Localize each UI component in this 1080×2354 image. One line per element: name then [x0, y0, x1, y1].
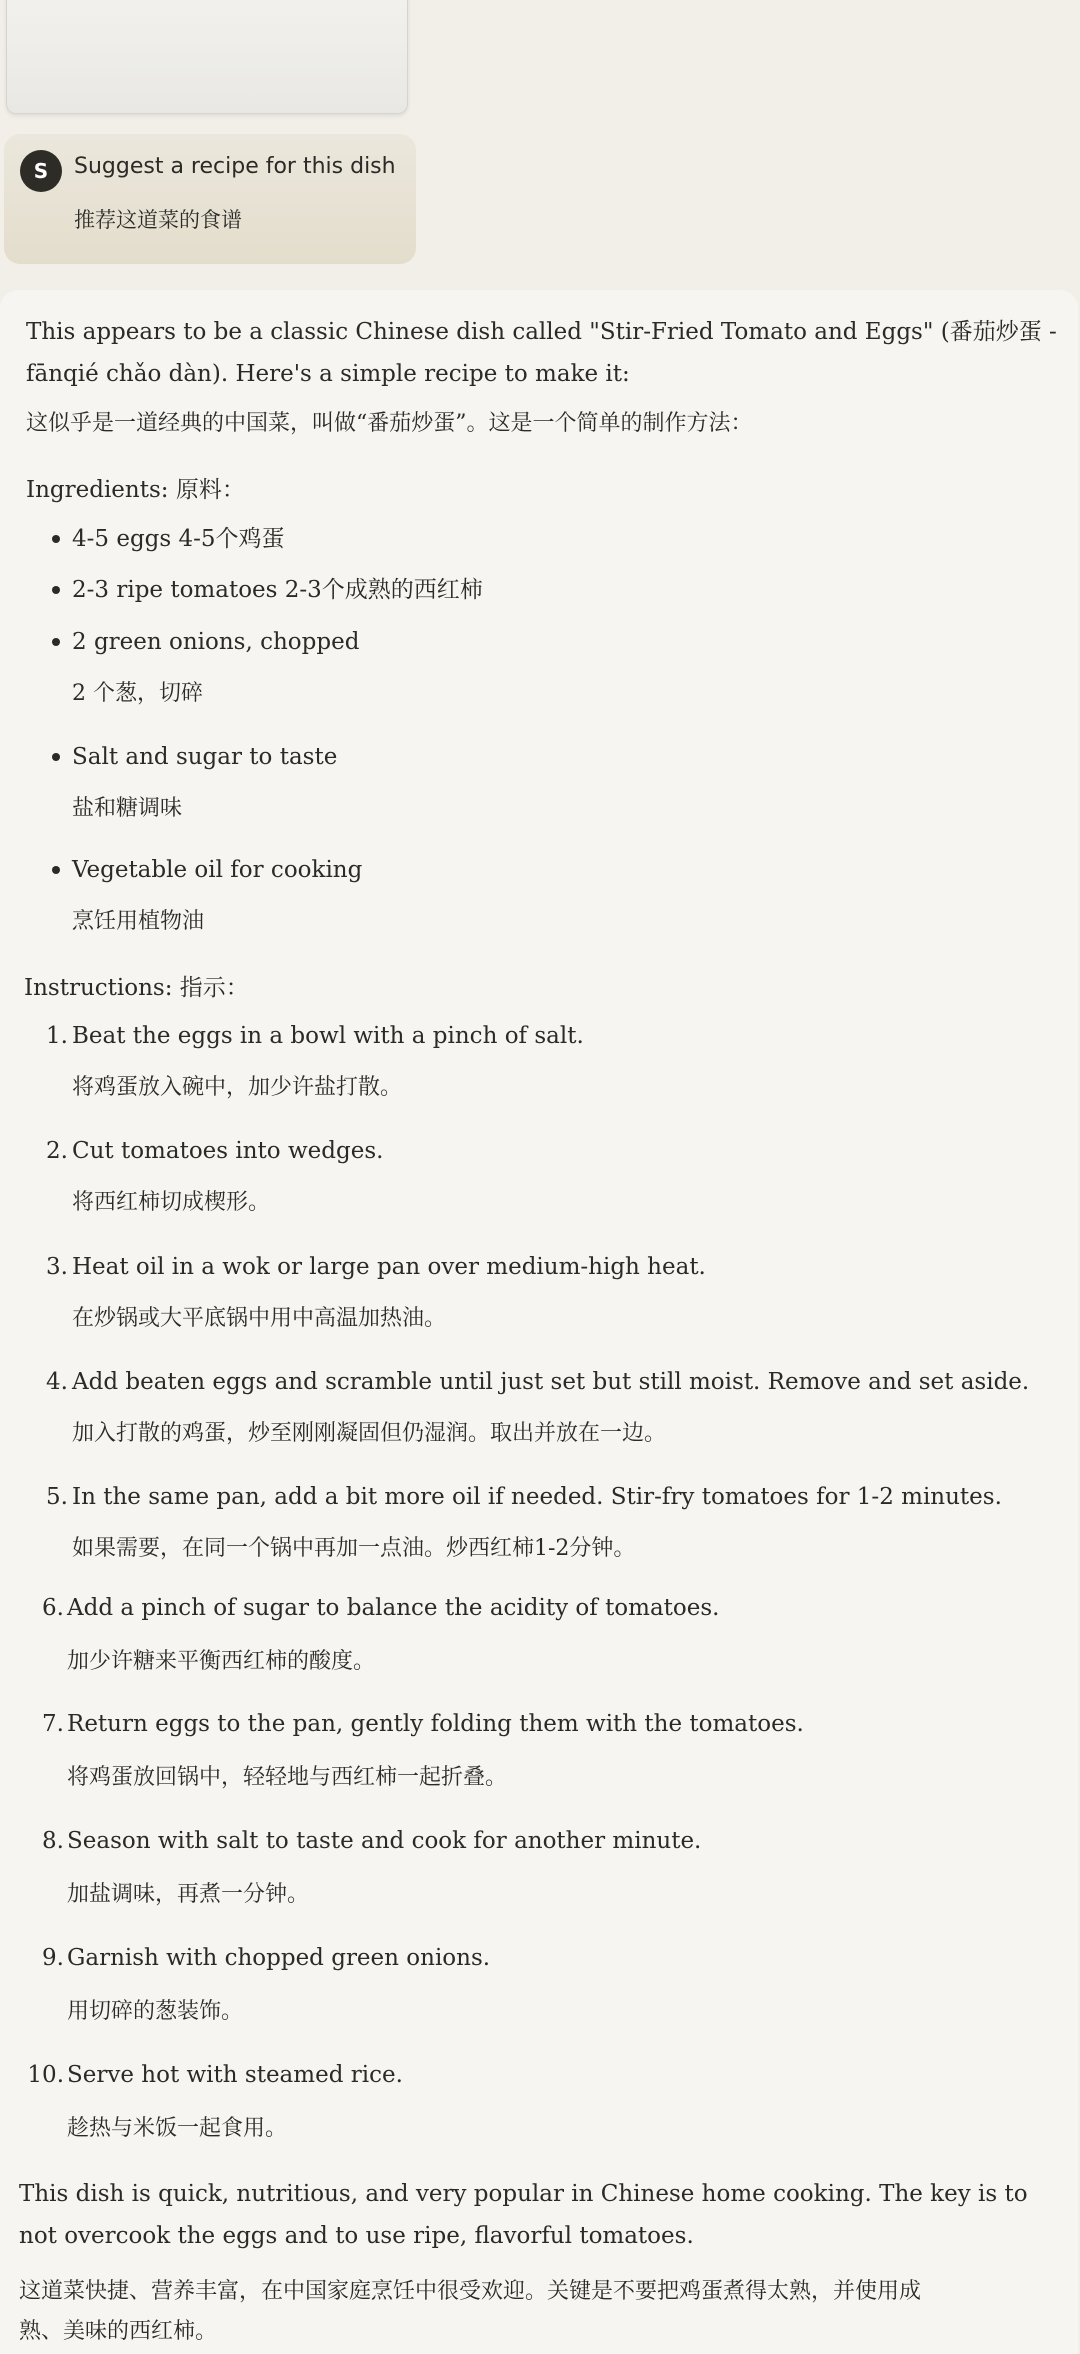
step-number: 10. — [27, 2062, 64, 2088]
bullet — [52, 535, 60, 543]
ingredient-item: 2-3 ripe tomatoes 2-3个成熟的西红柿 — [72, 577, 483, 603]
user-message-text: Suggest a recipe for this dish — [74, 154, 396, 179]
step-text: Add beaten eggs and scramble until just set but still moist. Remove and set aside. — [72, 1369, 1030, 1395]
step-number: 9. — [42, 1945, 64, 1971]
step-text: Return eggs to the pan, gently folding them with the tomatoes. — [67, 1711, 804, 1737]
step-number: 1. — [46, 1023, 68, 1049]
outro-text: This dish is quick, nutritious, and very popular in Chinese home cooking. The key is to — [19, 2181, 1028, 2207]
step-text: Garnish with chopped green onions. — [67, 1945, 491, 1971]
step-number: 2. — [46, 1138, 68, 1164]
intro-text: fānqié chǎo dàn). Here's a simple recipe to make it: — [26, 361, 630, 387]
user-message-translation: 推荐这道菜的食谱 — [74, 208, 242, 232]
step-number: 6. — [42, 1595, 64, 1621]
bullet — [52, 638, 60, 646]
ingredient-translation: 盐和糖调味 — [72, 796, 183, 821]
step-text: Serve hot with steamed rice. — [67, 2062, 403, 2088]
ingredient-translation: 烹饪用植物油 — [72, 909, 205, 934]
step-translation: 加入打散的鸡蛋，炒至刚刚凝固但仍湿润。取出并放在一边。 — [72, 1421, 667, 1446]
step-number: 8. — [42, 1828, 64, 1854]
ingredients-heading: Ingredients: 原料： — [26, 477, 245, 503]
intro-translation: 这似乎是一道经典的中国菜，叫做“番茄炒蛋”。这是一个简单的制作方法： — [26, 411, 753, 436]
ingredient-item: 2 green onions, chopped — [72, 629, 360, 655]
bullet — [52, 586, 60, 594]
step-text: Add a pinch of sugar to balance the acidity of tomatoes. — [67, 1595, 720, 1621]
step-text: Cut tomatoes into wedges. — [72, 1138, 384, 1164]
dish-image-card[interactable] — [6, 0, 408, 114]
ingredient-item: 4-5 eggs 4-5个鸡蛋 — [72, 526, 285, 552]
ingredient-item: Vegetable oil for cooking — [72, 857, 363, 883]
step-translation: 加少许糖来平衡西红柿的酸度。 — [67, 1649, 376, 1674]
step-translation: 如果需要，在同一个锅中再加一点油。炒西红柿1-2分钟。 — [72, 1536, 636, 1561]
bullet — [52, 753, 60, 761]
step-number: 4. — [46, 1369, 68, 1395]
step-translation: 将鸡蛋放回锅中，轻轻地与西红柿一起折叠。 — [67, 1765, 508, 1790]
user-avatar: S — [20, 150, 62, 192]
step-translation: 加盐调味，再煮一分钟。 — [67, 1882, 310, 1907]
bullet — [52, 866, 60, 874]
outro-translation: 这道菜快捷、营养丰富，在中国家庭烹饪中很受欢迎。关键是不要把鸡蛋煮得太熟，并使用成 — [19, 2279, 922, 2304]
intro-text: This appears to be a classic Chinese dish called "Stir-Fried Tomato and Eggs" (番茄炒蛋 - — [26, 319, 1057, 345]
instructions-heading: Instructions: 指示： — [24, 975, 249, 1001]
step-text: Season with salt to taste and cook for another minute. — [67, 1828, 702, 1854]
step-number: 5. — [46, 1484, 68, 1510]
step-text: Beat the eggs in a bowl with a pinch of salt. — [72, 1023, 584, 1049]
step-translation: 将鸡蛋放入碗中，加少许盐打散。 — [72, 1075, 403, 1100]
user-message — [4, 134, 416, 264]
step-translation: 用切碎的葱装饰。 — [67, 1999, 244, 2024]
step-text: In the same pan, add a bit more oil if needed. Stir-fry tomatoes for 1-2 minutes. — [72, 1484, 1002, 1510]
step-translation: 将西红柿切成楔形。 — [72, 1190, 271, 1215]
step-number: 3. — [46, 1254, 68, 1280]
step-translation: 在炒锅或大平底锅中用中高温加热油。 — [72, 1306, 447, 1331]
step-translation: 趁热与米饭一起食用。 — [67, 2116, 288, 2141]
outro-translation: 熟、美味的西红柿。 — [19, 2319, 218, 2344]
ingredient-translation: 2 个葱，切碎 — [72, 681, 203, 706]
step-text: Heat oil in a wok or large pan over medium-high heat. — [72, 1254, 706, 1280]
outro-text: not overcook the eggs and to use ripe, flavorful tomatoes. — [19, 2223, 694, 2249]
step-number: 7. — [42, 1711, 64, 1737]
ingredient-item: Salt and sugar to taste — [72, 744, 338, 770]
